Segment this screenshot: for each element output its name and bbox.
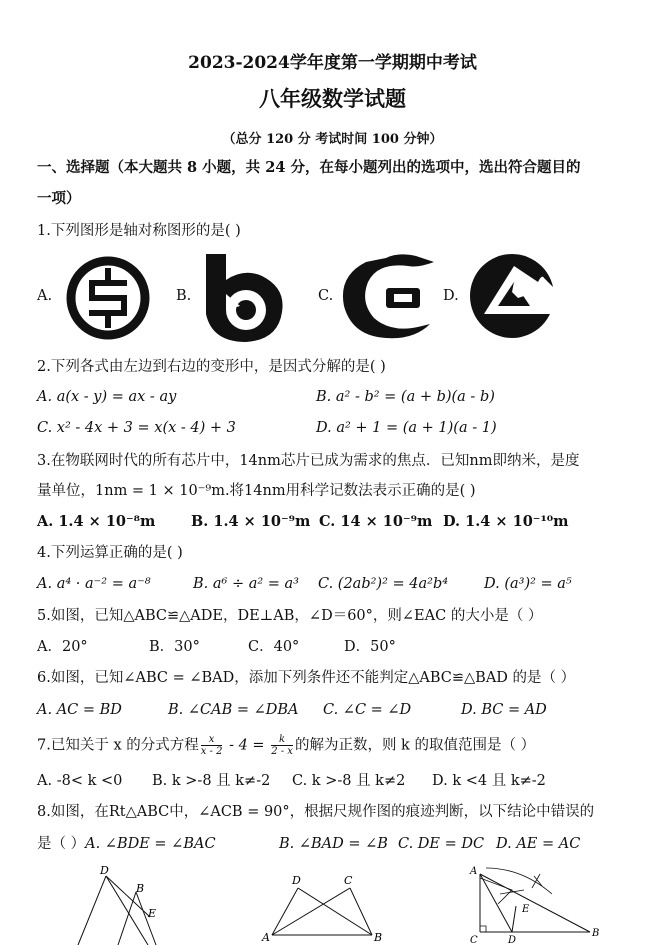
q3-option-c: C. 14 × 10⁻⁹m — [319, 513, 433, 530]
q6-option-c: C. ∠C = ∠D — [323, 702, 412, 718]
q1-option-c-label: C. — [318, 288, 334, 304]
q8-stem-end: 是（ ） — [37, 836, 86, 852]
bank-logo-icon — [64, 254, 152, 342]
question-6-stem: 6.如图，已知∠ABC = ∠BAD，添加下列条件还不能判定△ABC≌△BAD 的是（ ） — [37, 670, 576, 686]
q5-option-b: B．30° — [149, 639, 200, 655]
question-3-stem: 3.在物联网时代的所有芯片中，14nm芯片已成为需求的焦点．已知nm即纳米，是度 — [37, 453, 580, 469]
q7-option-a: A. -8< k <0 — [37, 773, 123, 789]
b-ring-logo-icon — [196, 250, 288, 344]
q2-option-d: D. a² + 1 = (a + 1)(a - 1) — [316, 420, 497, 436]
q6-option-b: B. ∠CAB = ∠DBA — [168, 702, 299, 718]
question-5-stem: 5.如图，已知△ABC≌△ADE，DE⊥AB，∠D＝60°，则∠EAC 的大小是（ ） — [37, 608, 543, 624]
q6-option-d: D. BC = AD — [461, 702, 547, 718]
fig5-label-b: B — [136, 882, 145, 895]
c-brush-logo-icon — [338, 252, 438, 340]
exam-subject: 八年级数学试题 — [259, 86, 406, 111]
q1-option-a-label: A. — [37, 288, 53, 304]
question-8-stem-cont — [37, 834, 216, 854]
q3-option-a: A. 1.4 × 10⁻⁸m — [37, 513, 156, 530]
q7-frac2-denominator: 2 - x — [271, 746, 293, 757]
section-heading: 一、选择题（本大题共 8 小题，共 24 分，在每小题列出的选项中，选出符合题目的 — [37, 159, 581, 176]
fig6-label-b: B — [374, 931, 383, 944]
fig6-label-d: D — [292, 874, 301, 887]
q7-option-c: C. k >-8 且 k≠2 — [292, 773, 406, 789]
q7-frac1-numerator: x — [201, 734, 223, 746]
q7-stem-pre: 7.已知关于 x 的分式方程 — [37, 737, 199, 754]
fig8-label-d: D — [508, 935, 517, 945]
q2-option-b: B. a² - b² = (a + b)(a - b) — [316, 389, 495, 405]
q5-option-c: C．40° — [248, 639, 300, 655]
fig8-label-c: C — [470, 935, 478, 945]
figure-q5-triangles — [70, 862, 190, 945]
q7-stem-post: 的解为正数，则 k 的取值范围是（ ） — [294, 737, 536, 754]
fig6-label-c: C — [344, 874, 353, 887]
q8-option-a: A. ∠BDE = ∠BAC — [85, 836, 216, 852]
q1-option-b-label: B. — [176, 288, 192, 304]
q7-fraction-2 — [271, 734, 293, 757]
q1-option-d-label: D. — [443, 288, 459, 304]
q3-option-d: D. 1.4 × 10⁻¹⁰m — [443, 513, 569, 530]
q8-option-b: B. ∠BAD = ∠B — [279, 836, 388, 852]
q7-frac2-numerator: k — [271, 734, 293, 746]
fig8-label-a: A — [470, 866, 478, 877]
q8-option-c: C. DE = DC — [398, 836, 485, 852]
q4-option-b: B. a⁶ ÷ a² = a³ — [193, 576, 299, 592]
figure-q8-construction — [462, 864, 612, 945]
fig5-label-d: D — [100, 864, 109, 877]
fig5-label-e: E — [148, 907, 157, 920]
q2-option-a: A. a(x - y) = ax - ay — [37, 389, 177, 405]
question-7-stem — [37, 734, 535, 757]
q8-option-d: D. AE = AC — [496, 836, 581, 852]
exam-info: （总分 120 分 考试时间 100 分钟） — [222, 132, 443, 147]
q5-option-d: D．50° — [344, 639, 396, 655]
q6-option-a: A. AC = BD — [37, 702, 122, 718]
fig8-label-e: E — [522, 904, 530, 915]
fig8-label-b: B — [592, 928, 600, 939]
q7-option-b: B. k >-8 且 k≠-2 — [152, 773, 271, 789]
question-2-stem: 2.下列各式由左边到右边的变形中，是因式分解的是( ) — [37, 359, 386, 375]
section-heading-cont: 一项） — [37, 190, 81, 207]
q5-option-a: A．20° — [37, 639, 88, 655]
question-4-stem: 4.下列运算正确的是( ) — [37, 545, 183, 561]
q3-option-b: B. 1.4 × 10⁻⁹m — [191, 513, 311, 530]
exam-title: 2023-2024学年度第一学期期中考试 — [188, 53, 477, 73]
question-8-stem: 8.如图，在Rt△ABC中，∠ACB = 90°，根据尺规作图的痕迹判断，以下结论中错误的 — [37, 804, 595, 820]
question-1-stem: 1.下列图形是轴对称图形的是( ) — [37, 223, 241, 239]
question-3-stem-cont: 量单位，1nm = 1 × 10⁻⁹m.将14nm用科学记数法表示正确的是( ) — [37, 483, 476, 499]
mountain-circle-logo-icon — [468, 252, 558, 340]
q7-fraction-1 — [201, 734, 223, 757]
q7-frac1-denominator: x - 2 — [200, 746, 223, 757]
q7-equation-mid: - 4 = — [224, 737, 270, 754]
q7-option-d: D. k <4 且 k≠-2 — [432, 773, 546, 789]
fig6-label-a: A — [262, 931, 270, 944]
q4-option-d: D. (a³)² = a⁵ — [484, 576, 572, 592]
q4-option-c: C. (2ab²)² = 4a²b⁴ — [318, 576, 449, 592]
figure-q6-triangles — [260, 870, 390, 945]
q2-option-c: C. x² - 4x + 3 = x(x - 4) + 3 — [37, 420, 236, 436]
q4-option-a: A. a⁴ · a⁻² = a⁻⁸ — [37, 576, 151, 592]
